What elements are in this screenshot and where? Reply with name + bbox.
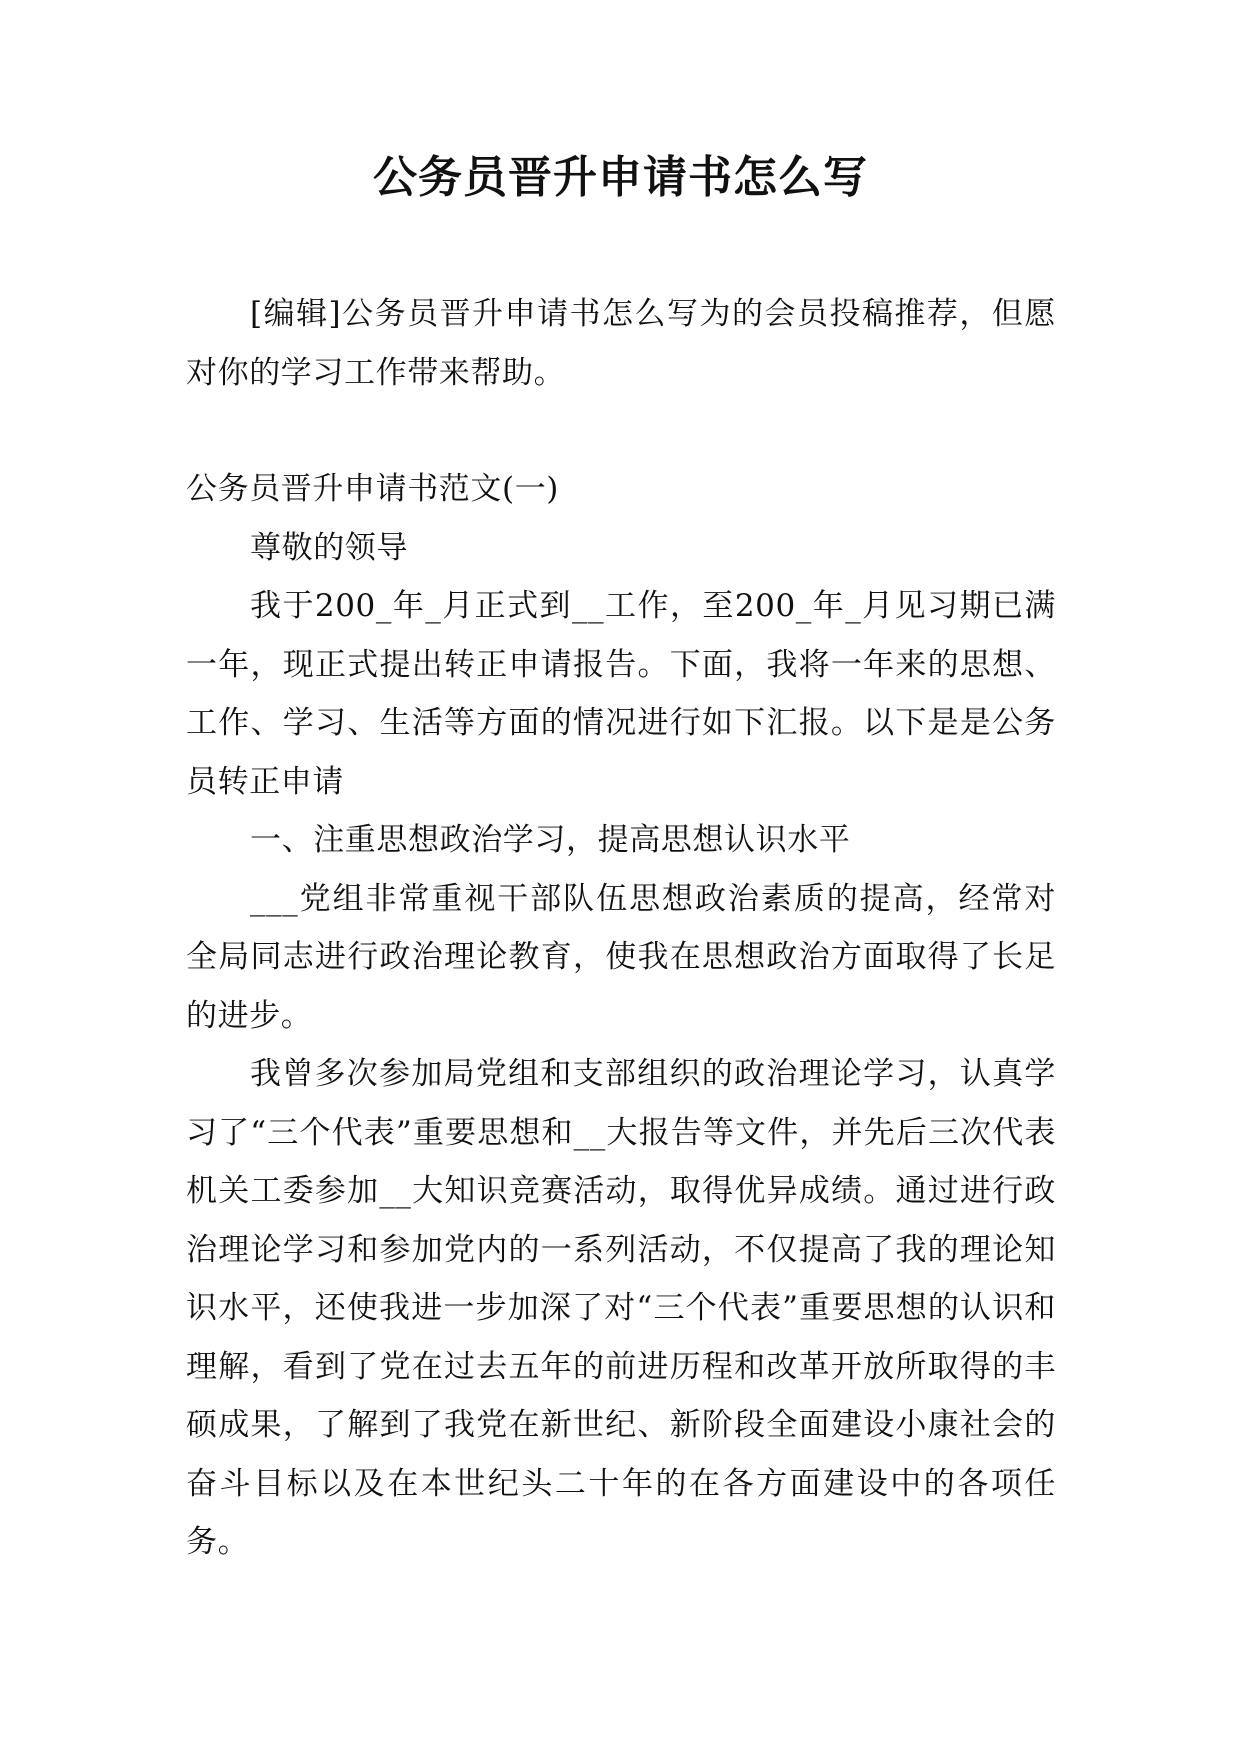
- salutation: 尊敬的领导: [250, 529, 408, 566]
- body-paragraph: 我曾多次参加局党组和支部组织的政治理论学习，认真学习了“三个代表”重要思想和__大报告等文件，并先后三次代表机关工委参加__大知识竞赛活动，取得优异成绩。通过进行政治理论学习和参加党内的一系列活动，不仅提高了我的理论知识水平，还使我进一步加深了对“三个代表”重要思想的认识和理解，看到了党在过去五年的前进历程和改革开放所取得的丰硕成果，了解到了我党在新世纪、新阶段全面建设小康社会的奋斗目标以及在本世纪头二十年的在各方面建设中的各项任务。: [186, 1056, 1056, 1560]
- body-paragraph: 我于200_年_月正式到__工作，至200_年_月见习期已满一年，现正式提出转正申请报告。下面，我将一年来的思想、工作、学习、生活等方面的情况进行如下汇报。以下是是公务员转正申请: [186, 588, 1056, 800]
- document-title: 公务员晋升申请书怎么写: [373, 152, 868, 203]
- intro-paragraph: [编辑]公务员晋升申请书怎么写为的会员投稿推荐，但愿对你的学习工作带来帮助。: [186, 296, 1056, 391]
- body-paragraph: ___党组非常重视干部队伍思想政治素质的提高，经常对全局同志进行政治理论教育，使我在思想政治方面取得了长足的进步。: [186, 880, 1056, 1034]
- document-body: [186, 285, 1056, 1572]
- subheading-paragraph: 一、注重思想政治学习，提高思想认识水平: [250, 822, 851, 858]
- section-heading: 公务员晋升申请书范文(一): [186, 471, 559, 507]
